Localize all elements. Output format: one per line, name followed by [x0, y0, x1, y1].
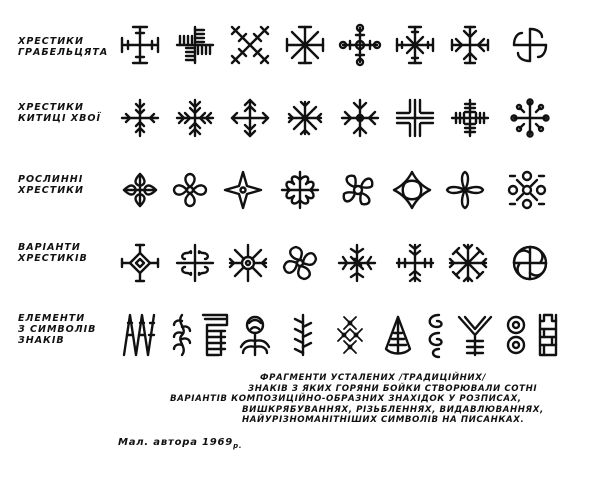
variant-cross-7-icon: [450, 245, 486, 281]
symbol-element-10-icon: [508, 317, 524, 353]
symbol-element-8-icon: [430, 315, 442, 357]
pine-cross-2-icon: [177, 100, 213, 136]
symbol-element-1-icon: [124, 315, 154, 355]
variant-cross-2-icon: [177, 245, 213, 281]
rake-cross-4-icon: [287, 27, 323, 63]
symbol-element-3-icon: [203, 315, 227, 355]
row-label-4-line-2: ХРЕСТИКІВ: [18, 253, 88, 264]
caption-line-5: НАЙУРІЗНОМАНІТНІШИХ СИМВОЛІВ НА ПИСАНКАХ.: [242, 415, 525, 425]
rake-cross-2-icon: [177, 27, 213, 63]
rake-cross-8-icon: [514, 29, 546, 61]
caption-line-2: ЗНАКІВ З ЯКИХ ГОРЯНИ БОЙКИ СТВОРЮВАЛИ СОТНІ: [248, 383, 538, 394]
variant-cross-8-icon: [514, 247, 546, 279]
author-suffix: р.: [233, 442, 243, 450]
variant-cross-3-icon: [230, 245, 266, 281]
floral-cross-4-icon: [282, 172, 318, 208]
rake-cross-3-icon: [232, 27, 268, 63]
floral-cross-8-icon: [509, 172, 545, 208]
floral-cross-3-icon: [225, 172, 261, 208]
pine-cross-3-icon: [232, 100, 268, 136]
row-label-5-line-2: З СИМВОЛІВ: [18, 324, 97, 335]
symbol-element-7-icon: [386, 317, 410, 354]
row-label-5-line-3: ЗНАКІВ: [18, 335, 65, 346]
caption-line-4: ВИШКРЯБУВАННЯХ, РІЗЬБЛЕННЯХ, ВИДАВЛЮВАННЯХ,: [242, 404, 544, 415]
row-label-2-line-1: ХРЕСТИКИ: [18, 102, 84, 113]
row-label-3-line-1: РОСЛИННІ: [18, 174, 84, 185]
caption-line-3: ВАРІАНТІВ КОМПОЗИЦІЙНО-ОБРАЗНИХ ЗНАХІДОК У РОЗПИСАХ,: [170, 394, 522, 404]
pine-cross-5-icon: [342, 100, 378, 136]
rake-cross-1-icon: [122, 27, 158, 63]
floral-cross-5-icon: [344, 176, 373, 205]
pine-cross-6-icon: [397, 100, 433, 136]
row-label-3-line-2: ХРЕСТИКИ: [18, 185, 84, 196]
rake-cross-7-icon: [452, 27, 488, 63]
pine-cross-4-icon: [289, 102, 321, 134]
row-label-1-line-2: ГРАБЕЛЬЦЯТА: [18, 47, 109, 58]
rake-cross-6-icon: [397, 27, 433, 63]
floral-cross-6-icon: [394, 172, 430, 208]
floral-cross-1-icon: [124, 174, 156, 206]
row-label-5-line-1: ЕЛЕМЕНТИ: [18, 313, 86, 324]
author-note: [118, 437, 242, 450]
symbol-element-11-icon: [540, 315, 556, 355]
pine-cross-8-icon: [512, 100, 549, 137]
caption-block: [170, 373, 570, 426]
variant-cross-6-icon: [397, 245, 433, 281]
pine-cross-7-icon: [452, 100, 488, 136]
symbol-element-2-icon: [174, 315, 190, 355]
variant-cross-4-icon: [284, 247, 316, 279]
rake-cross-5-icon: [340, 25, 380, 65]
symbol-element-5-icon: [295, 315, 311, 355]
author-text: Мал. автора 1969: [118, 437, 234, 448]
pine-cross-1-icon: [122, 100, 158, 136]
caption-line-1: ФРАГМЕНТИ УСТАЛЕНИХ /ТРАДИЦІЙНИХ/: [260, 373, 487, 383]
symbol-element-4-icon: [241, 317, 269, 355]
row-label-2-line-2: КИТИЦІ ХВОЇ: [18, 113, 101, 124]
variant-cross-1-icon: [122, 245, 158, 281]
floral-cross-7-icon: [447, 172, 483, 208]
symbol-element-9-icon: [459, 317, 491, 355]
floral-cross-2-icon: [174, 174, 206, 206]
variant-cross-5-icon: [339, 245, 375, 281]
symbol-element-6-icon: [338, 317, 362, 353]
row-label-1-line-1: ХРЕСТИКИ: [18, 36, 84, 47]
row-label-4-line-1: ВАРІАНТИ: [18, 242, 81, 253]
